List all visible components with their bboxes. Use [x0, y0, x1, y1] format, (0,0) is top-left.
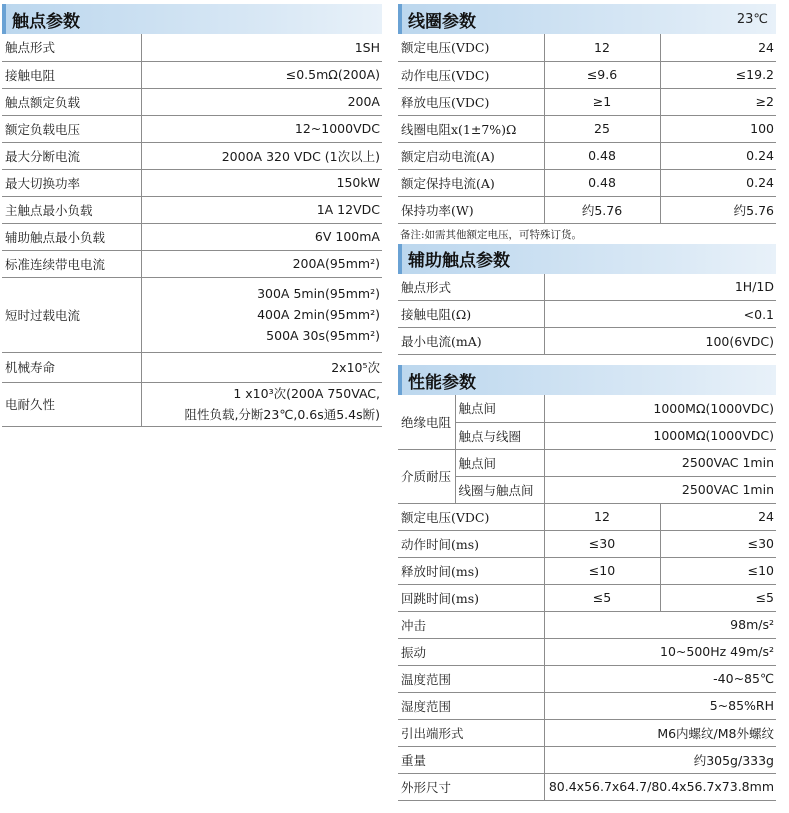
param-value: <0.1	[544, 301, 776, 328]
value-24v: ≤19.2	[660, 61, 776, 88]
table-row	[398, 274, 776, 301]
param-value: -40~85℃	[544, 665, 776, 692]
param-label: 湿度范围	[398, 692, 544, 719]
contact-params-title: 触点参数	[12, 11, 80, 32]
contact-params-table	[2, 34, 382, 427]
table-row	[398, 61, 776, 88]
param-label: 电耐久性	[2, 382, 141, 426]
param-value: 2500VAC 1min	[544, 449, 776, 476]
contact-params-section	[2, 4, 382, 427]
param-value: 1H/1D	[544, 274, 776, 301]
table-row	[398, 169, 776, 196]
overload-line: 400A 2min(95mm²)	[257, 307, 380, 322]
param-label: 引出端形式	[398, 719, 544, 746]
param-value: 约305g/333g	[544, 746, 776, 773]
value-24v: 100	[660, 115, 776, 142]
sub-label: 触点间	[455, 395, 544, 422]
param-label: 触点额定负载	[2, 88, 141, 115]
param-label: 额定负载电压	[2, 115, 141, 142]
param-value: 150kW	[141, 169, 382, 196]
table-row	[2, 142, 382, 169]
table-row	[398, 328, 776, 355]
param-label: 触点形式	[2, 34, 141, 61]
coil-params-table	[398, 34, 776, 224]
table-row	[398, 665, 776, 692]
insulation-row	[398, 395, 776, 422]
mech-life-row	[2, 352, 382, 382]
value-24v: 0.24	[660, 169, 776, 196]
perf-params-header	[398, 365, 776, 395]
dielectric-label: 介质耐压	[398, 449, 455, 503]
param-value: 1000MΩ(1000VDC)	[544, 395, 776, 422]
param-value: 12~1000VDC	[141, 115, 382, 142]
param-label: 动作电压(VDC)	[398, 61, 544, 88]
param-value: 200A	[141, 88, 382, 115]
param-label: 额定启动电流(A)	[398, 142, 544, 169]
param-value: 80.4x56.7x64.7/80.4x56.7x73.8mm	[544, 773, 776, 800]
elec-life-values	[141, 382, 382, 426]
dielectric-row	[398, 476, 776, 503]
param-value: 98m/s²	[544, 611, 776, 638]
param-label: 外形尺寸	[398, 773, 544, 800]
value-12v: ≤30	[544, 530, 660, 557]
param-value: 1A 12VDC	[141, 196, 382, 223]
param-label: 标准连续带电电流	[2, 250, 141, 277]
table-row	[398, 115, 776, 142]
value-12v: ≤10	[544, 557, 660, 584]
overload-line: 500A 30s(95mm²)	[266, 328, 380, 343]
table-row	[398, 142, 776, 169]
table-row	[398, 773, 776, 800]
table-row	[2, 250, 382, 277]
value-12v: 25	[544, 115, 660, 142]
param-label: 温度范围	[398, 665, 544, 692]
table-row	[2, 223, 382, 250]
timing-row	[398, 530, 776, 557]
param-label: 接触电阻	[2, 61, 141, 88]
table-row	[2, 196, 382, 223]
table-row	[2, 169, 382, 196]
param-label: 最大切换功率	[2, 169, 141, 196]
coil-params-header	[398, 4, 776, 34]
value-12v: 约5.76	[544, 196, 660, 223]
overload-line: 300A 5min(95mm²)	[257, 286, 380, 301]
value-24v: ≤10	[660, 557, 776, 584]
coil-params-title: 线圈参数	[408, 11, 476, 32]
table-row	[2, 115, 382, 142]
table-row	[398, 638, 776, 665]
sub-label: 触点与线圈	[455, 422, 544, 449]
param-value: M6内螺纹/M8外螺纹	[544, 719, 776, 746]
dielectric-row	[398, 449, 776, 476]
value-12v: ≥1	[544, 88, 660, 115]
table-row	[2, 88, 382, 115]
table-row	[398, 719, 776, 746]
table-row	[398, 34, 776, 61]
param-value: 2500VAC 1min	[544, 476, 776, 503]
param-value: 1SH	[141, 34, 382, 61]
value-12v: ≤5	[544, 584, 660, 611]
table-row	[398, 88, 776, 115]
param-label: 短时过载电流	[2, 277, 141, 352]
aux-params-header	[398, 244, 776, 274]
param-label: 额定电压(VDC)	[398, 34, 544, 61]
value-12v: 0.48	[544, 142, 660, 169]
timing-row	[398, 557, 776, 584]
param-value: 10~500Hz 49m/s²	[544, 638, 776, 665]
aux-params-table	[398, 274, 776, 356]
table-row	[398, 692, 776, 719]
elec-life-line: 阻性负载,分断23℃,0.6s通5.4s断)	[184, 407, 380, 422]
value-24v: 24	[660, 503, 776, 530]
param-value: 2000A 320 VDC (1次以上)	[141, 142, 382, 169]
insulation-row	[398, 422, 776, 449]
param-value: 1000MΩ(1000VDC)	[544, 422, 776, 449]
param-label: 线圈电阻x(1±7%)Ω	[398, 115, 544, 142]
timing-row	[398, 584, 776, 611]
value-24v: ≥2	[660, 88, 776, 115]
param-label: 机械寿命	[2, 352, 141, 382]
value-12v: 12	[544, 34, 660, 61]
param-label: 触点形式	[398, 274, 544, 301]
elec-life-line: 1 x10³次(200A 750VAC,	[233, 386, 380, 401]
param-label: 最小电流(mA)	[398, 328, 544, 355]
param-label: 振动	[398, 638, 544, 665]
perf-params-title: 性能参数	[408, 372, 476, 393]
param-label: 保持功率(W)	[398, 196, 544, 223]
right-column	[398, 4, 776, 801]
param-label: 额定保持电流(A)	[398, 169, 544, 196]
param-label: 主触点最小负载	[2, 196, 141, 223]
value-24v: ≤5	[660, 584, 776, 611]
table-row	[2, 61, 382, 88]
param-label: 动作时间(ms)	[398, 530, 544, 557]
sub-label: 触点间	[455, 449, 544, 476]
value-24v: ≤30	[660, 530, 776, 557]
param-value: 200A(95mm²)	[141, 250, 382, 277]
param-label: 辅助触点最小负载	[2, 223, 141, 250]
param-value: 5~85%RH	[544, 692, 776, 719]
param-label: 冲击	[398, 611, 544, 638]
value-12v: 0.48	[544, 169, 660, 196]
param-label: 回跳时间(ms)	[398, 584, 544, 611]
insulation-label: 绝缘电阻	[398, 395, 455, 449]
value-24v: 约5.76	[660, 196, 776, 223]
param-value: 100(6VDC)	[544, 328, 776, 355]
param-value: ≤0.5mΩ(200A)	[141, 61, 382, 88]
aux-params-title: 辅助触点参数	[408, 251, 510, 271]
param-label: 释放电压(VDC)	[398, 88, 544, 115]
value-24v: 24	[660, 34, 776, 61]
table-row	[398, 301, 776, 328]
param-value: 6V 100mA	[141, 223, 382, 250]
perf-params-table	[398, 395, 776, 801]
param-label: 最大分断电流	[2, 142, 141, 169]
param-label: 重量	[398, 746, 544, 773]
param-value: 2x10⁵次	[141, 352, 382, 382]
contact-params-header	[2, 4, 382, 34]
table-row	[398, 196, 776, 223]
table-row	[2, 34, 382, 61]
coil-temp: 23℃	[736, 11, 768, 27]
param-label: 接触电阻(Ω)	[398, 301, 544, 328]
sub-label: 线圈与触点间	[455, 476, 544, 503]
value-12v: ≤9.6	[544, 61, 660, 88]
table-row	[398, 746, 776, 773]
table-row	[398, 611, 776, 638]
overload-values	[141, 277, 382, 352]
value-24v: 0.24	[660, 142, 776, 169]
param-label: 额定电压(VDC)	[398, 503, 544, 530]
param-label: 释放时间(ms)	[398, 557, 544, 584]
coil-note: 备注:如需其他额定电压，可特殊订货。	[400, 228, 583, 241]
elec-life-row	[2, 382, 382, 426]
overload-row	[2, 277, 382, 352]
value-12v: 12	[544, 503, 660, 530]
timing-row	[398, 503, 776, 530]
